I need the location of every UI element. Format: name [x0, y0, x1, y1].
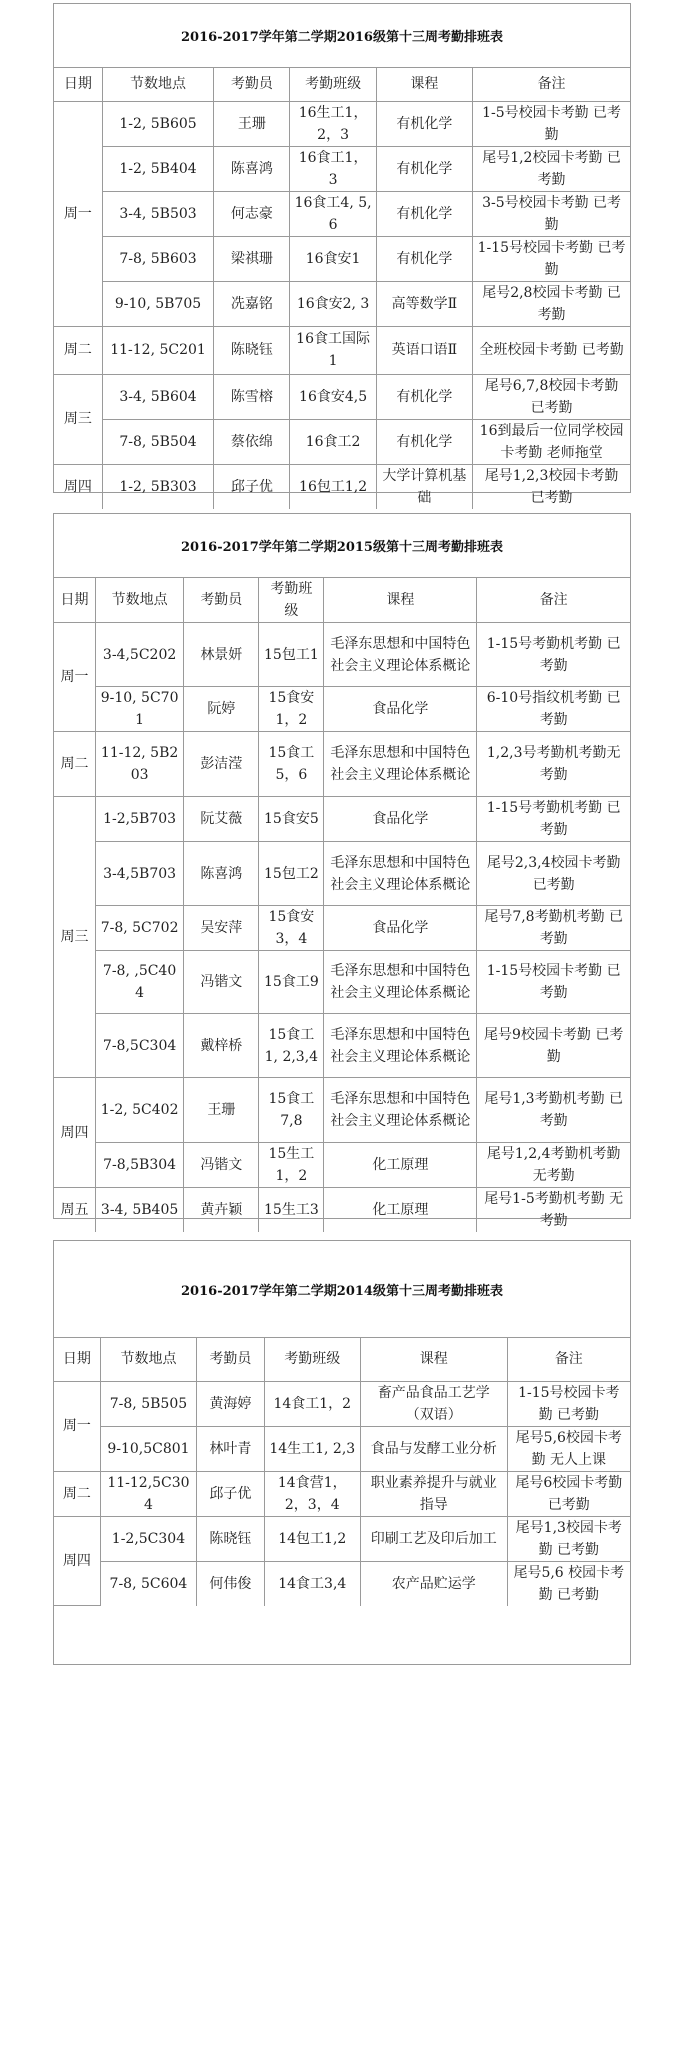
course-cell: 食品化学	[324, 687, 477, 732]
table-row	[54, 374, 630, 419]
course-cell: 有机化学	[376, 236, 472, 281]
time-location-cell: 3-4, 5B503	[102, 191, 214, 236]
time-location-cell: 11-12, 5C201	[102, 326, 214, 374]
time-location-cell: 7-8,5C304	[96, 1014, 184, 1078]
class-cell: 15食工9	[259, 951, 324, 1014]
table-row	[54, 1426, 630, 1471]
note-cell: 尾号1,2,4考勤机考勤 无考勤	[477, 1143, 630, 1188]
course-cell: 化工原理	[324, 1143, 477, 1188]
course-cell: 食品化学	[324, 906, 477, 951]
note-cell: 尾号5,6 校园卡考勤 已考勤	[507, 1561, 630, 1606]
time-location-cell: 9-10, 5B705	[102, 281, 214, 326]
attendant-cell: 何伟俊	[197, 1561, 264, 1606]
schedule-sheet-2014	[53, 1240, 631, 1665]
time-location-cell: 7-8, 5B603	[102, 236, 214, 281]
note-cell: 尾号2,8校园卡考勤 已考勤	[473, 281, 630, 326]
attendant-cell: 黄海婷	[197, 1381, 264, 1426]
class-cell: 16生工1，2，3	[290, 101, 376, 146]
schedule-table	[54, 68, 630, 509]
attendant-cell: 冼嘉铭	[214, 281, 290, 326]
header-date: 日期	[54, 68, 102, 101]
time-location-cell: 7-8, 5C702	[96, 906, 184, 951]
day-cell: 周二	[54, 732, 96, 797]
time-location-cell: 7-8, 5C604	[100, 1561, 196, 1606]
time-location-cell: 9-10,5C801	[100, 1426, 196, 1471]
attendant-cell: 邱子优	[197, 1471, 264, 1516]
note-cell: 1-15号校园卡考勤 已考勤	[507, 1381, 630, 1426]
course-cell: 有机化学	[376, 191, 472, 236]
header-time-location: 节数地点	[96, 578, 184, 623]
header-date: 日期	[54, 1338, 100, 1381]
class-cell: 15食安3，4	[259, 906, 324, 951]
note-cell: 尾号5,6校园卡考勤 无人上课	[507, 1426, 630, 1471]
header-attendant: 考勤员	[197, 1338, 264, 1381]
table-title: 2016-2017学年第二学期2015级第十三周考勤排班表	[54, 514, 630, 578]
attendant-cell: 邱子优	[214, 464, 290, 509]
time-location-cell: 9-10, 5C701	[96, 687, 184, 732]
note-cell: 1,2,3号考勤机考勤无考勤	[477, 732, 630, 797]
time-location-cell: 1-2, 5C402	[96, 1078, 184, 1143]
table-title: 2016-2017学年第二学期2014级第十三周考勤排班表	[54, 1241, 630, 1338]
time-location-cell: 7-8, 5B505	[100, 1381, 196, 1426]
course-cell: 毛泽东思想和中国特色社会主义理论体系概论	[324, 1078, 477, 1143]
attendant-cell: 黄卉颖	[184, 1188, 259, 1233]
class-cell: 15食工5，6	[259, 732, 324, 797]
note-cell: 1-15号考勤机考勤 已考勤	[477, 623, 630, 687]
day-cell: 周一	[54, 101, 102, 326]
class-cell: 16食工国际1	[290, 326, 376, 374]
attendant-cell: 陈雪榕	[214, 374, 290, 419]
table-row	[54, 1471, 630, 1516]
course-cell: 毛泽东思想和中国特色社会主义理论体系概论	[324, 623, 477, 687]
header-course: 课程	[376, 68, 472, 101]
class-cell: 15食安1，2	[259, 687, 324, 732]
day-cell: 周四	[54, 1516, 100, 1606]
time-location-cell: 3-4, 5B604	[102, 374, 214, 419]
time-location-cell: 7-8, ,5C404	[96, 951, 184, 1014]
table-row	[54, 101, 630, 146]
note-cell: 尾号6,7,8校园卡考勤 已考勤	[473, 374, 630, 419]
note-cell: 尾号7,8考勤机考勤 已考勤	[477, 906, 630, 951]
class-cell: 15包工1	[259, 623, 324, 687]
note-cell: 尾号1-5考勤机考勤 无考勤	[477, 1188, 630, 1233]
attendant-cell: 梁祺珊	[214, 236, 290, 281]
day-cell: 周二	[54, 1471, 100, 1516]
course-cell: 职业素养提升与就业指导	[360, 1471, 507, 1516]
course-cell: 毛泽东思想和中国特色社会主义理论体系概论	[324, 1014, 477, 1078]
table-row	[54, 326, 630, 374]
course-cell: 印刷工艺及印后加工	[360, 1516, 507, 1561]
class-cell: 14食工1，2	[264, 1381, 360, 1426]
table-row	[54, 951, 630, 1014]
note-cell: 尾号1,2,3校园卡考勤 已考勤	[473, 464, 630, 509]
header-time-location: 节数地点	[100, 1338, 196, 1381]
header-row	[54, 68, 630, 101]
table-row	[54, 1143, 630, 1188]
time-location-cell: 1-2, 5B404	[102, 146, 214, 191]
attendant-cell: 林景妍	[184, 623, 259, 687]
attendant-cell: 陈晓钰	[197, 1516, 264, 1561]
table-row	[54, 146, 630, 191]
time-location-cell: 1-2,5C304	[100, 1516, 196, 1561]
class-cell: 16食工2	[290, 419, 376, 464]
schedule-table	[54, 1338, 630, 1606]
header-time-location: 节数地点	[102, 68, 214, 101]
note-cell: 尾号9校园卡考勤 已考勤	[477, 1014, 630, 1078]
table-row	[54, 623, 630, 687]
class-cell: 16食安1	[290, 236, 376, 281]
time-location-cell: 11-12,5C304	[100, 1471, 196, 1516]
attendant-cell: 王珊	[184, 1078, 259, 1143]
attendant-cell: 陈晓钰	[214, 326, 290, 374]
course-cell: 化工原理	[324, 1188, 477, 1233]
note-cell: 尾号1,2校园卡考勤 已考勤	[473, 146, 630, 191]
table-row	[54, 1381, 630, 1426]
class-cell: 15生工3	[259, 1188, 324, 1233]
class-cell: 14生工1, 2,3	[264, 1426, 360, 1471]
time-location-cell: 3-4,5C202	[96, 623, 184, 687]
class-cell: 14食营1，2，3，4	[264, 1471, 360, 1516]
header-attendant: 考勤员	[184, 578, 259, 623]
attendant-cell: 何志豪	[214, 191, 290, 236]
class-cell: 15食工7,8	[259, 1078, 324, 1143]
header-row	[54, 1338, 630, 1381]
day-cell: 周三	[54, 374, 102, 464]
class-cell: 16食安4,5	[290, 374, 376, 419]
class-cell: 16包工1,2	[290, 464, 376, 509]
header-class: 考勤班级	[264, 1338, 360, 1381]
class-cell: 16食工1，3	[290, 146, 376, 191]
table-row	[54, 191, 630, 236]
schedule-sheet-2016	[53, 3, 631, 506]
header-class: 考勤班级	[259, 578, 324, 623]
table-row	[54, 419, 630, 464]
header-class: 考勤班级	[290, 68, 376, 101]
course-cell: 毛泽东思想和中国特色社会主义理论体系概论	[324, 842, 477, 906]
table-row	[54, 797, 630, 842]
note-cell: 尾号1,3校园卡考勤 已考勤	[507, 1516, 630, 1561]
attendant-cell: 阮婷	[184, 687, 259, 732]
attendant-cell: 吴安萍	[184, 906, 259, 951]
header-date: 日期	[54, 578, 96, 623]
table-row	[54, 1188, 630, 1233]
course-cell: 食品与发酵工业分析	[360, 1426, 507, 1471]
course-cell: 食品化学	[324, 797, 477, 842]
class-cell: 16食工4, 5,6	[290, 191, 376, 236]
day-cell: 周四	[54, 464, 102, 509]
header-note: 备注	[477, 578, 630, 623]
attendant-cell: 冯锴文	[184, 1143, 259, 1188]
note-cell: 16到最后一位同学校园卡考勤 老师拖堂	[473, 419, 630, 464]
time-location-cell: 3-4,5B703	[96, 842, 184, 906]
class-cell: 15食安5	[259, 797, 324, 842]
header-note: 备注	[507, 1338, 630, 1381]
course-cell: 有机化学	[376, 374, 472, 419]
table-row	[54, 1516, 630, 1561]
note-cell: 尾号2,3,4校园卡考勤 已考勤	[477, 842, 630, 906]
header-attendant: 考勤员	[214, 68, 290, 101]
class-cell: 14食工3,4	[264, 1561, 360, 1606]
attendant-cell: 陈喜鸿	[214, 146, 290, 191]
table-row	[54, 464, 630, 509]
time-location-cell: 1-2, 5B605	[102, 101, 214, 146]
class-cell: 15生工1，2	[259, 1143, 324, 1188]
table-row	[54, 1014, 630, 1078]
course-cell: 畜产品食品工艺学（双语）	[360, 1381, 507, 1426]
day-cell: 周五	[54, 1188, 96, 1233]
table-row	[54, 1078, 630, 1143]
attendant-cell: 蔡依绵	[214, 419, 290, 464]
note-cell: 尾号6校园卡考勤 已考勤	[507, 1471, 630, 1516]
header-course: 课程	[324, 578, 477, 623]
course-cell: 高等数学Ⅱ	[376, 281, 472, 326]
header-row	[54, 578, 630, 623]
day-cell: 周三	[54, 797, 96, 1078]
table-row	[54, 1561, 630, 1606]
time-location-cell: 3-4, 5B405	[96, 1188, 184, 1233]
class-cell: 14包工1,2	[264, 1516, 360, 1561]
attendant-cell: 戴梓桥	[184, 1014, 259, 1078]
table-row	[54, 732, 630, 797]
day-cell: 周二	[54, 326, 102, 374]
note-cell: 1-15号考勤机考勤 已考勤	[477, 797, 630, 842]
course-cell: 有机化学	[376, 419, 472, 464]
course-cell: 毛泽东思想和中国特色社会主义理论体系概论	[324, 732, 477, 797]
attendant-cell: 阮艾薇	[184, 797, 259, 842]
header-course: 课程	[360, 1338, 507, 1381]
course-cell: 大学计算机基础	[376, 464, 472, 509]
attendant-cell: 王珊	[214, 101, 290, 146]
class-cell: 15包工2	[259, 842, 324, 906]
note-cell: 全班校园卡考勤 已考勤	[473, 326, 630, 374]
time-location-cell: 11-12, 5B203	[96, 732, 184, 797]
day-cell: 周一	[54, 623, 96, 732]
table-row	[54, 687, 630, 732]
note-cell: 3-5号校园卡考勤 已考勤	[473, 191, 630, 236]
attendant-cell: 冯锴文	[184, 951, 259, 1014]
header-note: 备注	[473, 68, 630, 101]
attendant-cell: 彭洁滢	[184, 732, 259, 797]
note-cell: 1-15号校园卡考勤 已考勤	[477, 951, 630, 1014]
time-location-cell: 1-2,5B703	[96, 797, 184, 842]
note-cell: 1-15号校园卡考勤 已考勤	[473, 236, 630, 281]
day-cell: 周四	[54, 1078, 96, 1188]
class-cell: 15食工1, 2,3,4	[259, 1014, 324, 1078]
attendant-cell: 林叶青	[197, 1426, 264, 1471]
time-location-cell: 7-8, 5B504	[102, 419, 214, 464]
course-cell: 农产品贮运学	[360, 1561, 507, 1606]
time-location-cell: 1-2, 5B303	[102, 464, 214, 509]
time-location-cell: 7-8,5B304	[96, 1143, 184, 1188]
table-row	[54, 906, 630, 951]
course-cell: 有机化学	[376, 101, 472, 146]
schedule-table	[54, 578, 630, 1232]
table-row	[54, 236, 630, 281]
table-row	[54, 842, 630, 906]
note-cell: 尾号1,3考勤机考勤 已考勤	[477, 1078, 630, 1143]
schedule-sheet-2015	[53, 513, 631, 1229]
course-cell: 毛泽东思想和中国特色社会主义理论体系概论	[324, 951, 477, 1014]
note-cell: 6-10号指纹机考勤 已考勤	[477, 687, 630, 732]
table-row	[54, 281, 630, 326]
day-cell: 周一	[54, 1381, 100, 1471]
course-cell: 英语口语Ⅱ	[376, 326, 472, 374]
class-cell: 16食安2, 3	[290, 281, 376, 326]
table-title: 2016-2017学年第二学期2016级第十三周考勤排班表	[54, 4, 630, 68]
note-cell: 1-5号校园卡考勤 已考勤	[473, 101, 630, 146]
course-cell: 有机化学	[376, 146, 472, 191]
attendant-cell: 陈喜鸿	[184, 842, 259, 906]
